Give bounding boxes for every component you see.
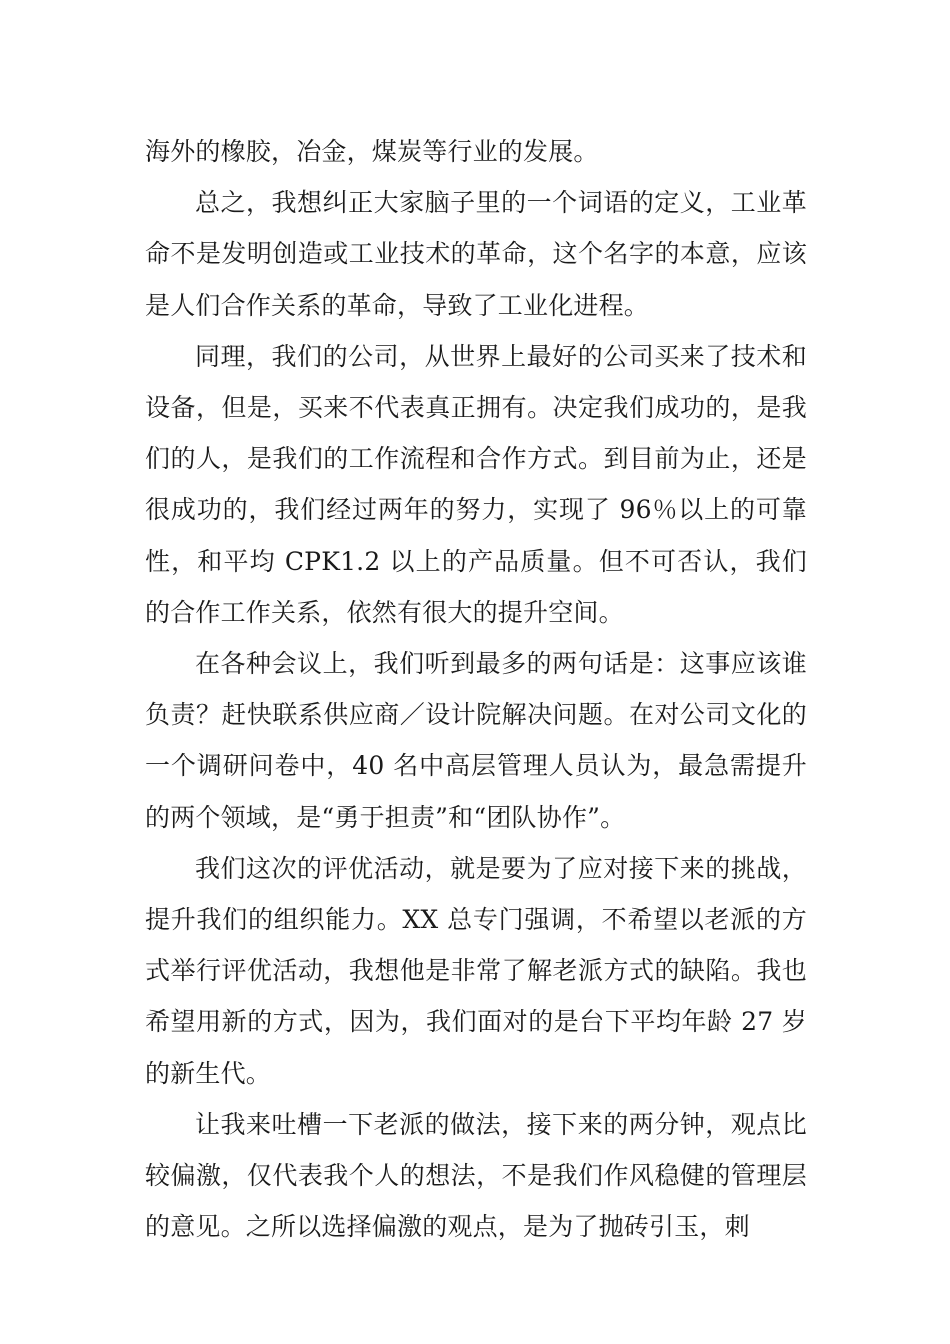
document-body (145, 126, 807, 1252)
paragraph-2: 总之，我想纠正大家脑子里的一个词语的定义，工业革命不是发明创造或工业技术的革命，这个名字的本意，应该是人们合作关系的革命，导致了工业化进程。 (145, 188, 807, 320)
paragraph-3: 同理，我们的公司，从世界上最好的公司买来了技术和设备，但是，买来不代表真正拥有。决定我们成功的，是我们的人，是我们的工作流程和合作方式。到目前为止，还是很成功的，我们经过两年的努力，实现了 96％以上的可靠性，和平均 CPK1.2 以上的产品质量。但不可否认，我们的合作工作关系，依然有很大的提升空间。 (145, 341, 807, 627)
paragraph-4: 在各种会议上，我们听到最多的两句话是：这事应该谁负责？赶快联系供应商／设计院解决问题。在对公司文化的一个调研问卷中，40 名中高层管理人员认为，最急需提升的两个领域，是“勇于担责”和“团队协作”。 (145, 649, 807, 832)
paragraph-6: 让我来吐槽一下老派的做法，接下来的两分钟，观点比较偏激，仅代表我个人的想法，不是我们作风稳健的管理层的意见。之所以选择偏激的观点，是为了抛砖引玉，刺 (145, 1109, 807, 1242)
paragraph-1: 海外的橡胶，冶金，煤炭等行业的发展。 (145, 137, 599, 166)
paragraph-5: 我们这次的评优活动，就是要为了应对接下来的挑战，提升我们的组织能力。XX 总专门强调，不希望以老派的方式举行评优活动，我想他是非常了解老派方式的缺陷。我也希望用新的方式，因为，我们面对的是台下平均年龄 27 岁的新生代。 (145, 853, 807, 1088)
